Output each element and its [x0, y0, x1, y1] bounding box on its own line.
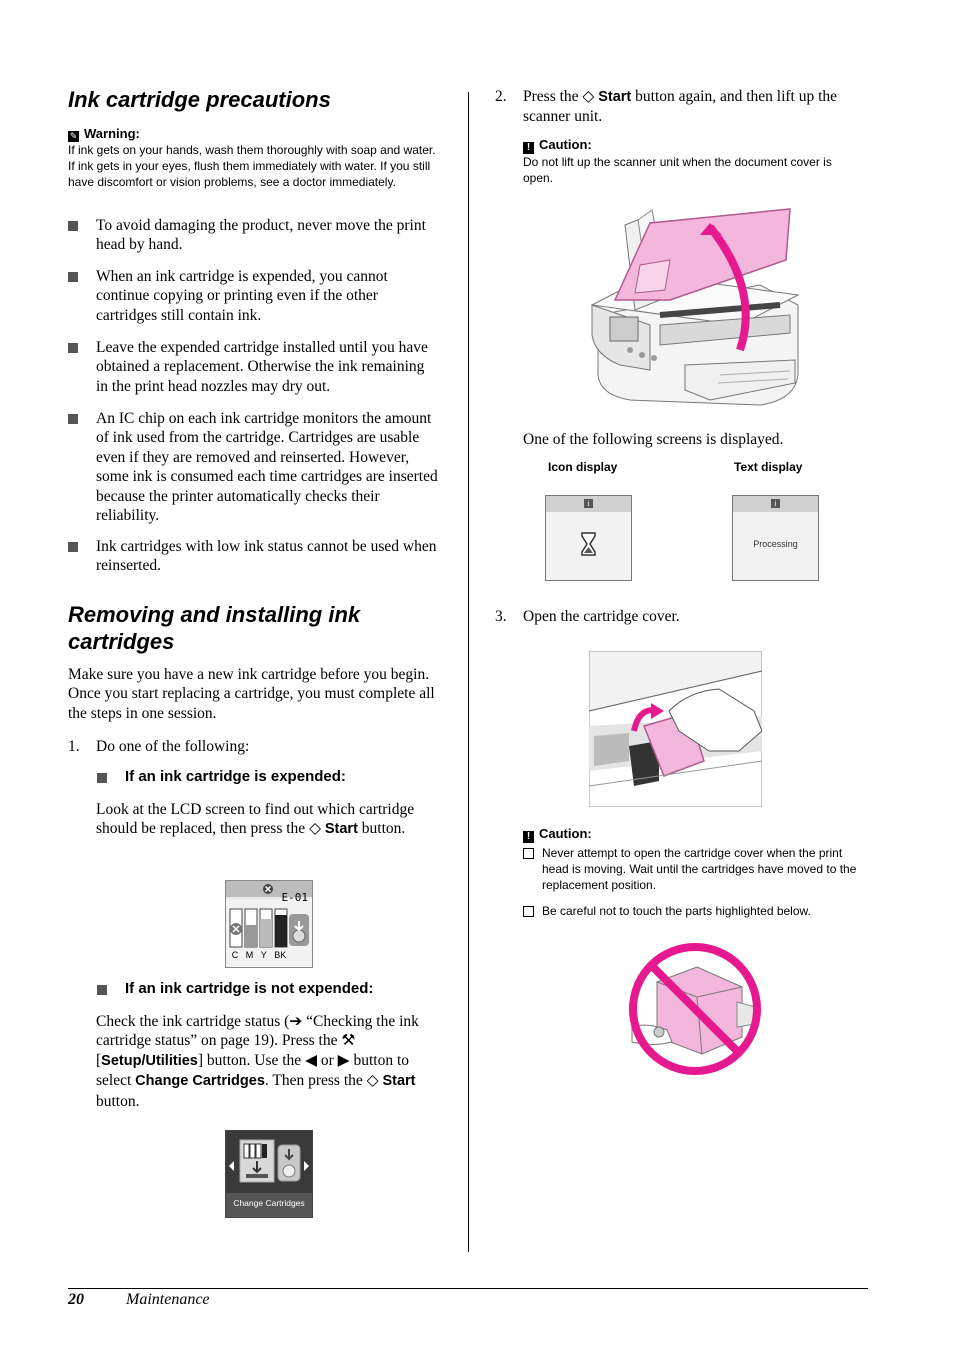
- error-code: E-01: [281, 891, 308, 904]
- caution-block-2: ! Caution: Never attempt to open the cartridge cover when the print head is moving. Wait until the cartridges have moved to the replacement position. Be careful not to touch the parts highlighted below.: [523, 826, 865, 919]
- footer-rule: [68, 1288, 868, 1289]
- text-display-label: Text display: [734, 460, 803, 474]
- section-title-precautions: Ink cartridge precautions: [68, 87, 331, 112]
- screens-text: One of the following screens is displayed.: [523, 431, 784, 448]
- setup-tools-icon: ⚒: [341, 1032, 356, 1050]
- step3-text: Open the cartridge cover.: [523, 608, 680, 625]
- sub1-paragraph: Look at the LCD screen to find out which cartridge should be replaced, then press the ◇ Start button.: [96, 801, 415, 838]
- start-diamond-icon: ◇: [582, 88, 595, 105]
- column-divider: [468, 92, 469, 1252]
- sub2-paragraph: Check the ink cartridge status (➔ “Checking the ink cartridge status” on page 19). Press the ⚒ [Setup/Utilities] button. Use the ◀ or ▶ button to select Change Cartridges. Then press the ◇ Start button.: [96, 1013, 419, 1110]
- icon-display-label: Icon display: [548, 460, 618, 474]
- start-label: Start: [324, 821, 358, 838]
- start-diamond-icon: ◇: [309, 820, 321, 838]
- info-icon: i: [584, 499, 593, 508]
- footer-section: Maintenance: [126, 1291, 210, 1308]
- warning-icon: ✎: [69, 131, 78, 141]
- step1-number: 1.: [68, 738, 80, 755]
- list-item: Be careful not to touch the parts highlighted below.: [523, 903, 865, 919]
- sub2-heading: If an ink cartridge is not expended:: [125, 980, 374, 997]
- list-item: Never attempt to open the cartridge cover when the print head is moving. Wait until the cartridges have moved to the replacement position.: [523, 845, 865, 893]
- list-item: An IC chip on each ink cartridge monitors the amount of ink used from the cartridge. Cartridges are usable even if they are removed and reinserted. However, some ink is consumed each time cartridges are inserted because the printer automatically checks their reliability.: [68, 409, 438, 525]
- left-arrow-icon: ◀: [305, 1051, 317, 1069]
- warning-block: [68, 126, 440, 190]
- list-item: When an ink cartridge is expended, you cannot continue copying or printing even if the other cartridges still contain ink.: [68, 267, 438, 325]
- caution-icon: !: [523, 831, 534, 843]
- list-item: Ink cartridges with low ink status cannot be used when reinserted.: [68, 537, 438, 576]
- checkbox-bullet-icon: [523, 906, 534, 917]
- printer-scanner-lift-illustration: [590, 205, 802, 415]
- cartridge-cover-illustration: [589, 651, 762, 807]
- arrow-ref-icon: ➔: [289, 1013, 303, 1030]
- start-diamond-icon: ◇: [366, 1072, 379, 1090]
- info-icon: i: [771, 499, 780, 508]
- list-item: To avoid damaging the product, never move the print head by hand.: [68, 216, 438, 255]
- caution-icon: !: [523, 142, 534, 154]
- do-not-touch-illustration: [627, 942, 763, 1076]
- step3-number: 3.: [495, 608, 507, 625]
- processing-text: Processing: [753, 539, 798, 549]
- checkbox-bullet-icon: [523, 848, 534, 859]
- warning-label: Warning:: [84, 126, 140, 141]
- step2-text: Press the ◇ Start button again, and then lift up the scanner unit.: [523, 88, 838, 126]
- warning-text: If ink gets on your hands, wash them thoroughly with soap and water. If ink gets in your eyes, flush them immediately with water. If you still have discomfort or vision problems, see a doctor immediately.: [68, 143, 436, 189]
- right-arrow-icon: ▶: [337, 1051, 350, 1069]
- bullet-square: [97, 773, 107, 783]
- sub1-heading: If an ink cartridge is expended:: [125, 768, 346, 785]
- lcd2-caption: Change Cartridges: [233, 1198, 305, 1208]
- intro-paragraph: Make sure you have a new ink cartridge before you begin. Once you start replacing a cartridge, you must complete all the steps in one session.: [68, 666, 435, 722]
- section-title-removing: Removing and installing ink cartridges: [68, 602, 361, 654]
- cartridge-labels: C M Y BK: [231, 950, 287, 960]
- list-item: Leave the expended cartridge installed until you have obtained a replacement. Otherwise the ink remaining in the print head nozzles may dry out.: [68, 338, 438, 396]
- step2-number: 2.: [495, 88, 507, 105]
- bullet-square: [97, 985, 107, 995]
- icon-display-screen: [545, 495, 632, 581]
- lcd-expended-screen: [225, 880, 313, 968]
- lcd-change-cartridges-screen: [225, 1130, 313, 1218]
- step1-text: Do one of the following:: [96, 738, 250, 755]
- text-display-screen: [732, 495, 819, 581]
- hourglass-icon: [546, 512, 631, 580]
- caution-block-1: ! Caution: Do not lift up the scanner unit when the document cover is open.: [523, 137, 832, 185]
- page-number: 20: [68, 1291, 84, 1308]
